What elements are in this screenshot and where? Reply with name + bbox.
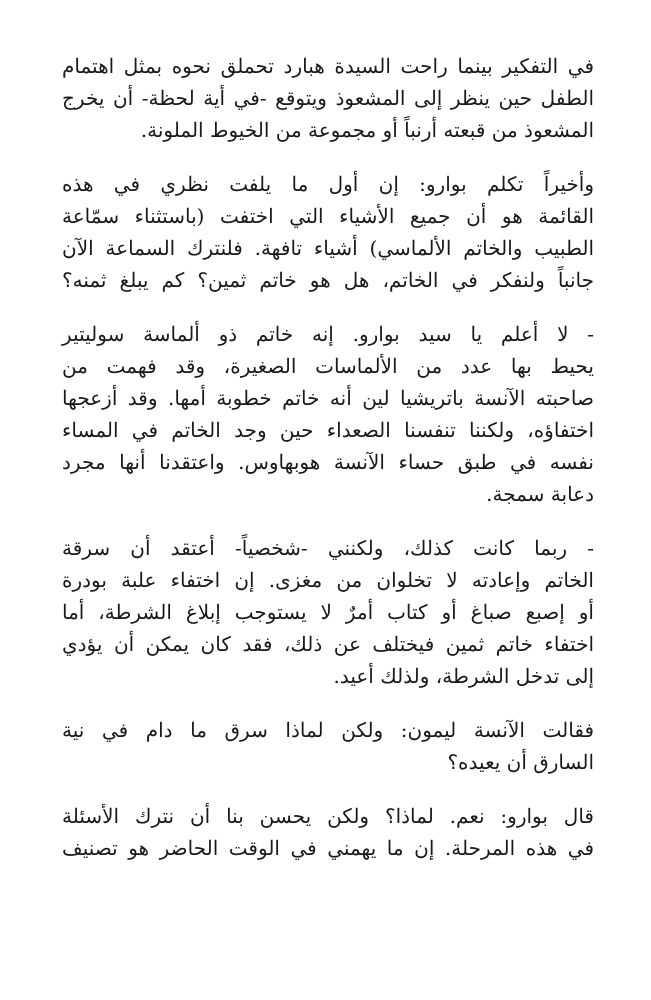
- paragraph-3: [62, 318, 594, 510]
- text-line: الطفل حين ينظر إلى المشعوذ ويتوقع -في أية لحظة- أن يخرج: [62, 86, 594, 110]
- text-line: اختفاؤه، ولكننا تنفسنا الصعداء حين وجد الخاتم في المساء: [62, 418, 594, 442]
- text-line: في التفكير بينما راحت السيدة هبارد تحملق نحوه بمثل اهتمام: [62, 54, 594, 78]
- text-line: صاحبته الآنسة باتريشيا لين أنه خاتم خطوبة أمها. وقد أزعجها: [62, 386, 594, 410]
- text-line: الطبيب والخاتم الألماسي) أشياء تافهة. فلنترك السماعة الآن: [62, 236, 594, 260]
- text-line: إلى تدخل الشرطة، ولذلك أعيد.: [333, 664, 594, 688]
- text-line: - ربما كانت كذلك، ولكنني -شخصياً- أعتقد أن سرقة: [62, 536, 594, 560]
- text-line: جانباً ولنفكر في الخاتم، هل هو خاتم ثمين؟ كم يبلغ ثمنه؟: [62, 268, 594, 292]
- text-line: فقالت الآنسة ليمون: ولكن لماذا سرق ما دام في نية: [62, 718, 594, 742]
- text-line: وأخيراً تكلم بوارو: إن أول ما يلفت نظري في هذه: [62, 172, 594, 196]
- text-line: الخاتم وإعادته لا تخلوان من مغزى. إن اختفاء علبة بودرة: [62, 568, 594, 592]
- paragraph-4: [62, 532, 594, 692]
- paragraph-2: [62, 168, 594, 296]
- text-line: في هذه المرحلة. إن ما يهمني في الوقت الحاضر هو تصنيف: [62, 836, 595, 860]
- book-page: [62, 50, 594, 886]
- text-line: أو إصبع صباغ أو كتاب أمرٌ لا يستوجب إبلاغ الشرطة، أما: [62, 600, 594, 624]
- text-line: قال بوارو: نعم. لماذا؟ ولكن يحسن بنا أن نترك الأسئلة: [62, 804, 594, 828]
- paragraph-5: [62, 714, 594, 778]
- paragraph-1: [62, 50, 594, 146]
- text-line: المشعوذ من قبعته أرنباً أو مجموعة من الخيوط الملونة.: [140, 118, 594, 142]
- text-line: دعابة سمجة.: [486, 482, 594, 506]
- text-line: السارق أن يعيده؟: [447, 750, 594, 774]
- text-line: القائمة هو أن جميع الأشياء التي اختفت (باستثناء سمّاعة: [62, 204, 594, 228]
- text-line: - لا أعلم يا سيد بوارو. إنه خاتم ذو ألماسة سوليتير: [62, 322, 594, 346]
- text-line: اختفاء خاتم ثمين فيختلف عن ذلك، فقد كان يمكن أن يؤدي: [62, 632, 595, 656]
- paragraph-6: [62, 800, 594, 864]
- text-line: يحيط بها عدد من الألماسات الصغيرة، وقد فهمت من: [62, 354, 594, 378]
- text-line: نفسه في طبق حساء الآنسة هوبهاوس. واعتقدنا أنها مجرد: [62, 450, 594, 474]
